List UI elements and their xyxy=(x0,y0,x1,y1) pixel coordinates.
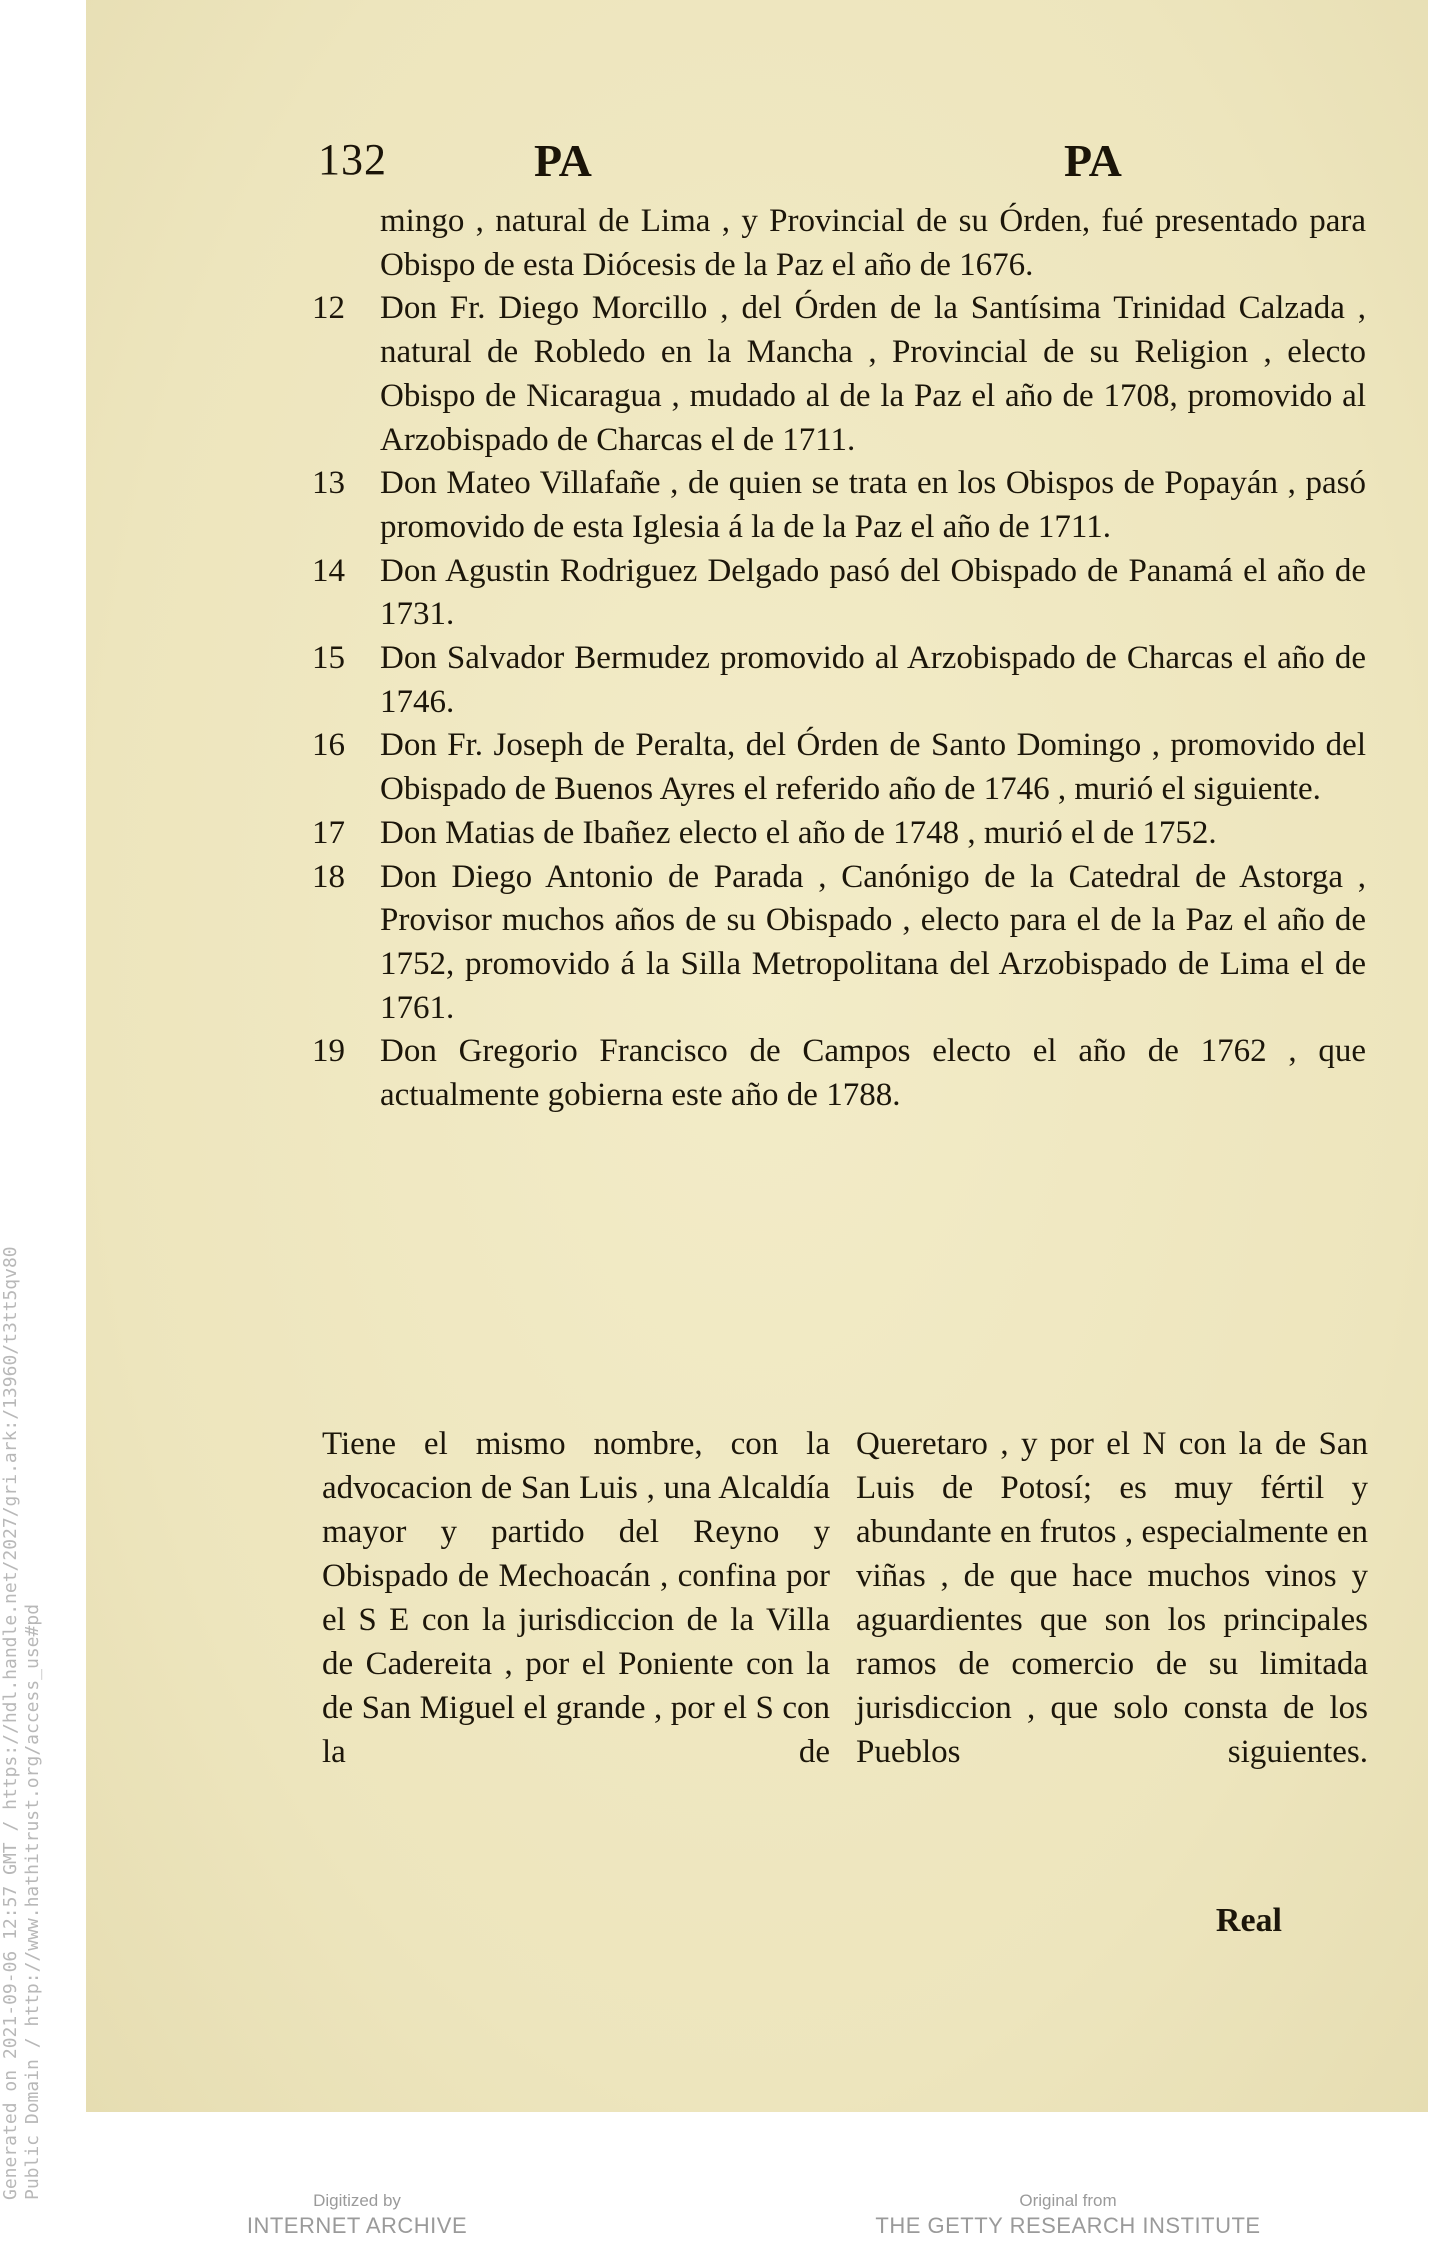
watermark-line-1: Generated on 2021-09-06 12:57 GMT / https://hdl.handle.net/2027/gri.ark:/13960/t3tt5qv80 xyxy=(0,1246,21,2200)
right-column-text xyxy=(856,1422,1368,1774)
entry-number: 16 xyxy=(312,727,345,764)
entry-text: Don Salvador Bermudez promovido al Arzobispado de Charcas el año de 1746. xyxy=(380,640,1366,720)
list-item xyxy=(312,724,1366,811)
entry-text: Don Agustin Rodriguez Delgado pasó del Obispado de Panamá el año de 1731. xyxy=(380,552,1366,633)
page-header xyxy=(86,134,1428,194)
list-item xyxy=(312,812,1366,856)
running-head-right: PA xyxy=(1064,135,1122,186)
entry-text: Don Diego Antonio de Parada , Canónigo de la Catedral de Astorga , Provisor muchos años de su Obispado , electo para el de la Paz el año de 1752, promovido á la Silla Metropolitana del Arzobispado de Lima el de 1761. xyxy=(380,858,1366,1026)
entry-number: 19 xyxy=(312,1033,345,1070)
left-column-paragraph: Tiene el mismo nombre, con la advocacion de San Luis , una Alcaldía mayor y partido del Reyno y Obispado de Mechoacán , confina por el S E con la jurisdiccion de la Villa de Cadereita , por el Poniente con la de San Miguel el grande , por el S con la de xyxy=(322,1426,830,1770)
list-item xyxy=(312,287,1366,462)
watermark-text xyxy=(0,0,44,2200)
watermark-line-2: Public Domain / http://www.hathitrust.org/access_use#pd xyxy=(22,1603,43,2200)
list-item xyxy=(312,1030,1366,1117)
entry-text: mingo , natural de Lima , y Provincial de su Órden, fué presentado para Obispo de esta Diócesis de la Paz el año de 1676. xyxy=(380,203,1366,283)
entry-text: Don Fr. Diego Morcillo , del Órden de la Santísima Trinidad Calzada , natural de Robledo en la Mancha , Provincial de su Religion , electo Obispo de Nicaragua , mudado al de la Paz el año de 1708, promovido al Arzobispado de Charcas el de 1711. xyxy=(380,290,1366,458)
digitized-by-credit xyxy=(137,2190,577,2240)
running-head-left: PA xyxy=(534,135,592,186)
entry-number: 13 xyxy=(312,465,345,502)
bishop-list xyxy=(312,200,1366,1118)
list-item xyxy=(312,200,1366,287)
catchword: Real xyxy=(1215,1902,1282,1939)
list-item xyxy=(312,856,1366,1031)
left-column-text xyxy=(322,1422,830,1774)
entry-text: Don Fr. Joseph de Peralta, del Órden de Santo Domingo , promovido del Obispado de Buenos Ayres el referido año de 1746 , murió el siguiente. xyxy=(380,727,1366,808)
list-item xyxy=(312,550,1366,637)
entry-number: 18 xyxy=(312,858,345,895)
list-item xyxy=(312,637,1366,724)
original-from-label: Original from xyxy=(1019,2191,1117,2210)
entry-number: 17 xyxy=(312,814,345,851)
entry-text: Don Matias de Ibañez electo el año de 1748 , murió el de 1752. xyxy=(380,814,1217,851)
two-column-section xyxy=(322,1422,1368,1774)
list-item xyxy=(312,462,1366,549)
entry-number: 14 xyxy=(312,552,345,589)
entry-number: 15 xyxy=(312,640,345,677)
internet-archive-label: INTERNET ARCHIVE xyxy=(246,2213,468,2238)
page-number: 132 xyxy=(318,135,387,184)
entry-text: Don Mateo Villafañe , de quien se trata en los Obispos de Popayán , pasó promovido de esta Iglesia á la de la Paz el año de 1711. xyxy=(380,465,1366,545)
entry-text: Don Gregorio Francisco de Campos electo el año de 1762 , que actualmente gobierna este año de 1788. xyxy=(380,1033,1366,1114)
book-page xyxy=(86,0,1428,2112)
getty-label: THE GETTY RESEARCH INSTITUTE xyxy=(875,2213,1261,2238)
right-column-paragraph: Queretaro , y por el N con la de San Luis de Potosí; es muy fértil y abundante en frutos , especialmente en viñas , de que hace muchos vinos y aguardientes que son los principales ramos de comercio de su limitada jurisdiccion , que solo consta de los Pueblos siguientes. xyxy=(856,1426,1368,1770)
original-from-credit xyxy=(848,2190,1288,2240)
entry-number: 12 xyxy=(312,290,345,327)
digitized-by-label: Digitized by xyxy=(313,2191,401,2210)
